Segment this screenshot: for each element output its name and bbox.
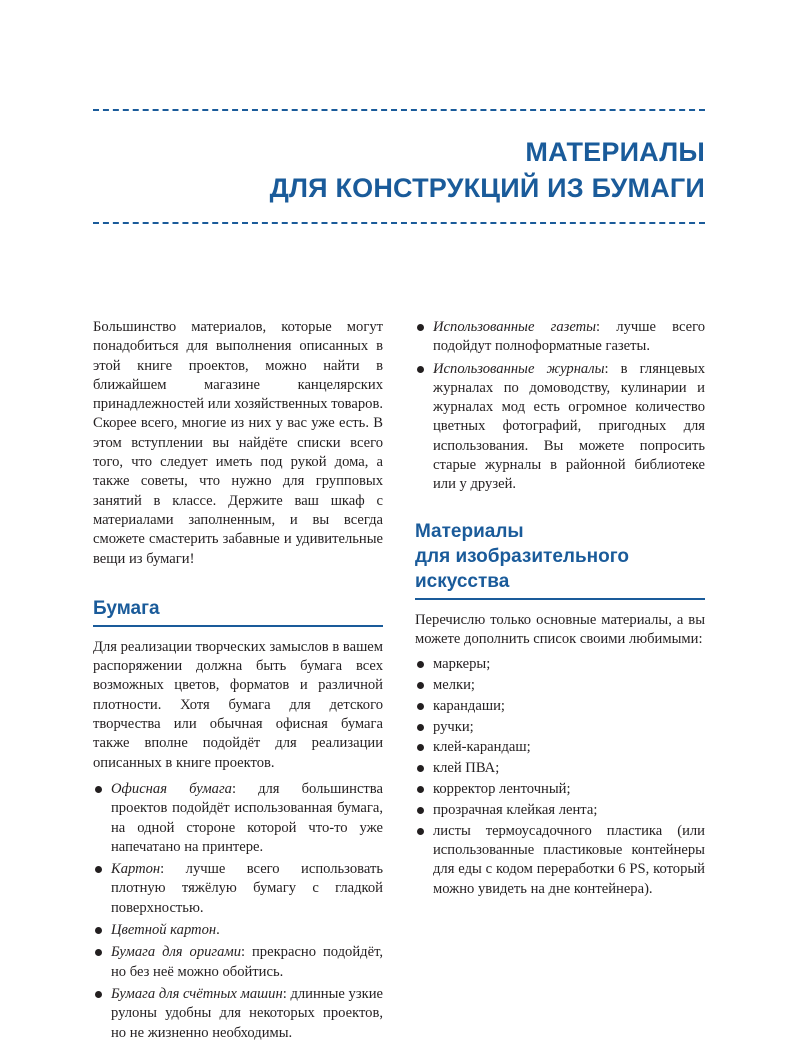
paper-paragraph: Для реализации творческих замыслов в вашем распоряжении должна быть бумага всех возможных цветов, форматов и различной плотности. Хотя бумага для детского творчества или обычная офисная бумага также вполне подойдёт для реализации описанных в книге проектов. xyxy=(93,638,384,771)
section-heading-art-line-2: для изобразительного xyxy=(415,545,629,567)
list-item-term: Использованные журналы xyxy=(433,360,605,377)
list-item: корректор ленточный; xyxy=(415,780,705,799)
list-item-term: Цветной картон xyxy=(111,922,217,939)
list-item-term: Использованные газеты xyxy=(433,319,597,335)
list-item: маркеры; xyxy=(415,655,705,674)
list-item: ручки; xyxy=(415,718,705,737)
list-item xyxy=(415,360,705,495)
page-title xyxy=(85,134,705,206)
section-heading-paper-text: Бумага xyxy=(93,597,160,619)
list-item: прозрачная клейкая лента; xyxy=(415,801,705,820)
list-item: клей ПВА; xyxy=(415,759,705,778)
art-list xyxy=(415,655,705,899)
list-item xyxy=(93,985,383,1043)
list-item-text: : длинные узкие рулоны удобны для некоторых проектов, но не жизненно необходимы. xyxy=(111,985,383,1041)
list-item-text: : прекрасно подойдёт, но без неё можно обойтись. xyxy=(111,944,383,980)
list-item xyxy=(93,860,383,918)
list-item-term: Бумага для счётных машин xyxy=(111,985,283,1002)
list-item-term: Бумага для оригами xyxy=(111,944,242,961)
list-item: клей-карандаш; xyxy=(415,738,705,757)
intro-paragraph: Большинство материалов, которые могут понадобиться для выполнения описанных в этой книге проектов, можно найти в ближайшем магазине канцелярских принадлежностей или хозяйственных товаров. Скорее всего, многие из них у вас уже есть. В этом вступлении вы найдёте списки всего того, что следует иметь под рукой дома, а также советы, что нужно для групповых занятий в классе. Держите ваш шкаф с материалами заполненным, и вы всегда сможете смастерить забавные и удивительные вещи из бумаги! xyxy=(93,319,383,567)
list-item xyxy=(93,943,383,982)
list-item xyxy=(93,921,383,940)
list-item xyxy=(93,780,383,857)
section-heading-art-line-1: Материалы xyxy=(415,520,524,542)
list-item-term: Офисная бумага xyxy=(111,780,232,797)
bottom-dashed-rule xyxy=(93,222,705,224)
section-heading-paper xyxy=(93,596,383,627)
list-item-text: . xyxy=(216,922,220,939)
page-title-line-2: ДЛЯ КОНСТРУКЦИЙ ИЗ БУМАГИ xyxy=(269,173,705,203)
list-item: мелки; xyxy=(415,676,705,695)
left-column xyxy=(93,318,383,1046)
paper-list xyxy=(93,780,383,1043)
section-heading-art xyxy=(415,519,705,600)
list-item-text: : для большинства проектов подойдёт использованная бумага, на одной стороне которой что-то уже напечатано на принтере. xyxy=(111,780,383,855)
list-item-text: : в глянцевых журналах по домоводству, кулинарии и журналах мод есть огромное количество цветных фотографий, пригодных для использования. Вы можете попросить старые журналы в районной библиотеке или у друзей. xyxy=(433,360,705,493)
newspapers-list xyxy=(415,318,705,495)
list-item: листы термоусадочного пластика (или использованные пластиковые контейнеры для еды с кодом переработки 6 PS, который можно увидеть на дне контейнера). xyxy=(415,822,705,899)
list-item-text: : лучше всего подойдут полноформатные газеты. xyxy=(433,319,705,355)
list-item-term: Картон xyxy=(111,861,161,878)
right-column xyxy=(415,318,705,900)
top-dashed-rule xyxy=(93,109,705,111)
art-paragraph: Перечислю только основные материалы, а вы можете дополнить список своими любимыми: xyxy=(415,611,705,647)
section-heading-art-line-3: искусства xyxy=(415,570,510,592)
list-item-text: : лучше всего использовать плотную тяжёлую бумагу с гладкой поверхностью. xyxy=(111,861,383,916)
list-item xyxy=(415,318,705,357)
list-item: карандаши; xyxy=(415,697,705,716)
page-title-line-1: МАТЕРИАЛЫ xyxy=(525,137,705,167)
